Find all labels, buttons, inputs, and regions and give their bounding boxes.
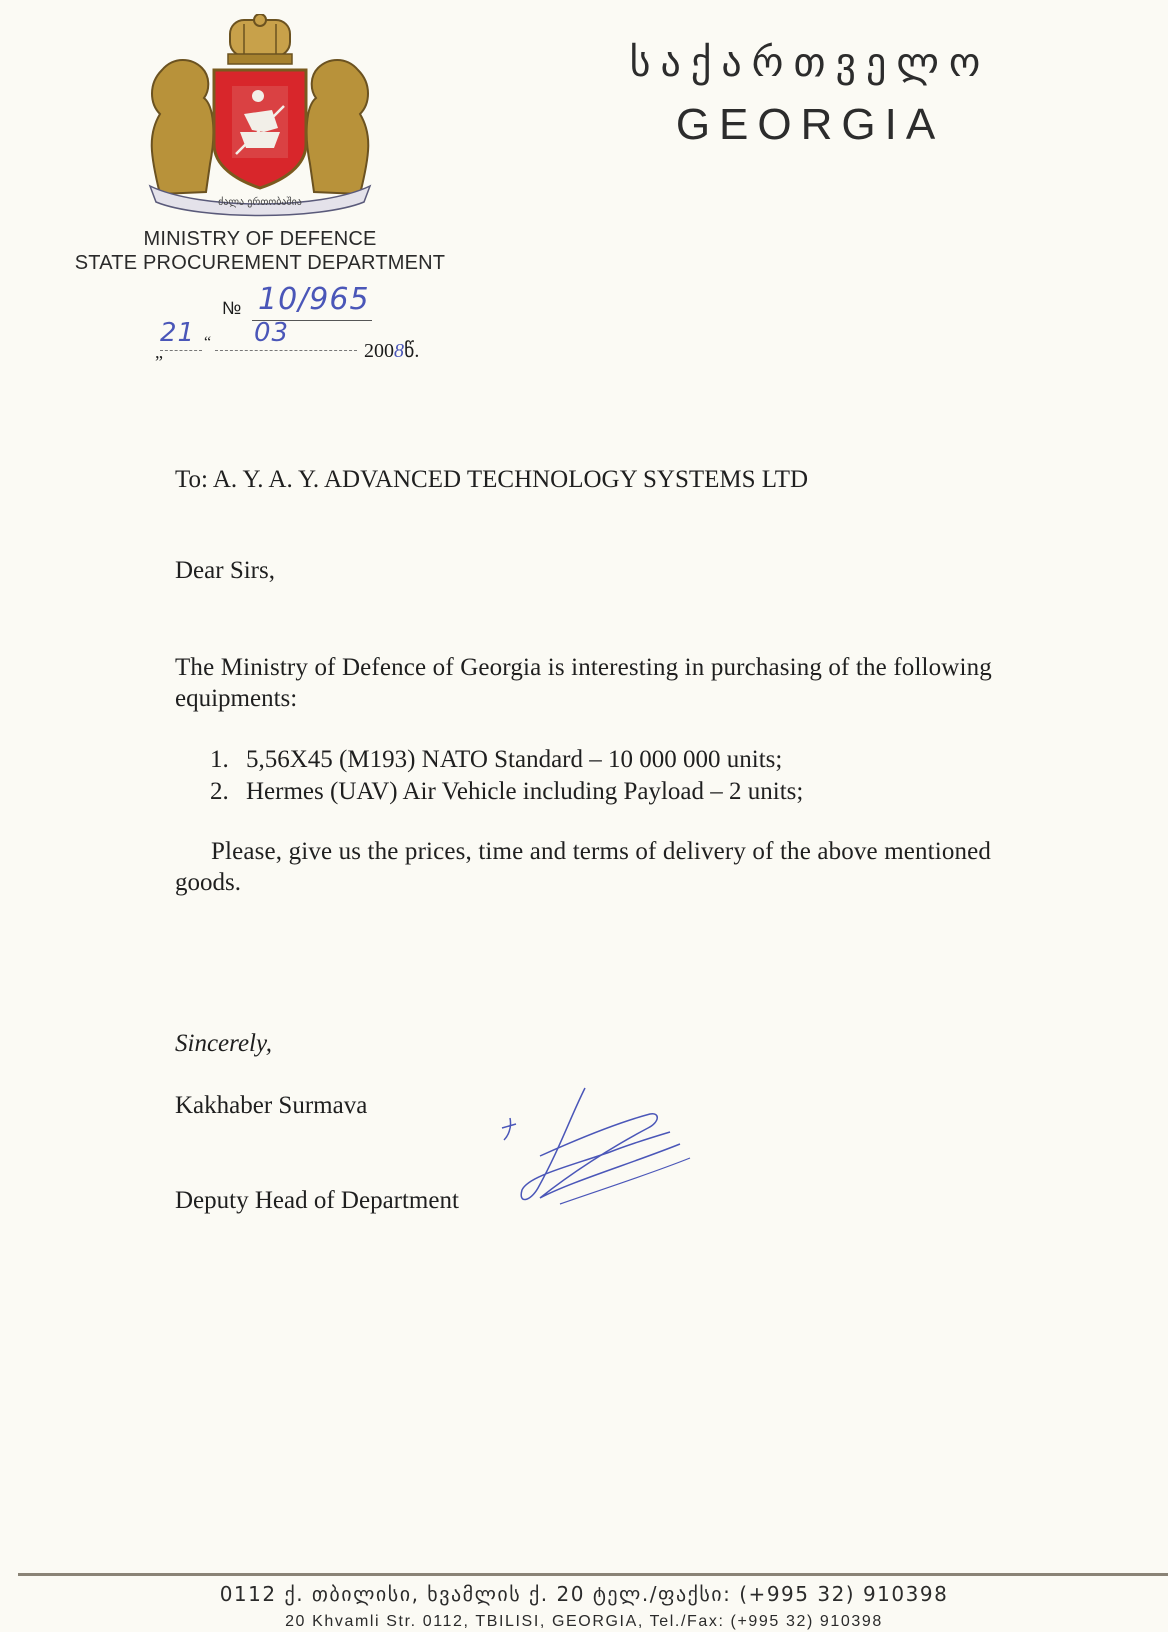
handwritten-signature	[500, 1078, 700, 1218]
signer-name: Kakhaber Surmava	[175, 1092, 368, 1119]
reference-number-label: №	[222, 298, 242, 318]
shield-icon	[214, 70, 306, 188]
date-year-mark: წ.	[404, 340, 420, 362]
country-name-english: GEORGIA	[675, 100, 945, 149]
date-day-line	[160, 350, 202, 351]
date-quote-open: „	[155, 342, 163, 362]
signer-title: Deputy Head of Department	[175, 1187, 459, 1214]
motto-text: ძალა ერთობაშია	[218, 197, 302, 208]
footer-divider	[18, 1573, 1168, 1576]
footer-address-georgian: 0112 ქ. თბილისი, ხვამლის ქ. 20 ტელ./ფაქსი: (+995 32) 910398	[219, 1582, 949, 1606]
date-year-prefix: 200	[364, 340, 394, 362]
salutation: Dear Sirs,	[175, 557, 275, 584]
closing: Sincerely,	[175, 1030, 272, 1057]
intro-line-2: equipments:	[175, 685, 298, 712]
list-item: 2. Hermes (UAV) Air Vehicle including Payload – 2 units;	[210, 778, 804, 805]
equipment-list	[210, 744, 1090, 808]
date-year	[364, 338, 419, 363]
request-paragraph	[175, 836, 1095, 898]
country-name-georgian: საქართველო	[629, 40, 991, 86]
date-month-line	[215, 350, 357, 351]
reference-number-value: 10/965	[258, 282, 370, 317]
crown-icon	[228, 14, 292, 64]
request-line-1: Please, give us the prices, time and terms of delivery of the above mentioned	[211, 838, 992, 865]
intro-line-1: The Ministry of Defence of Georgia is interesting in purchasing of the following	[175, 654, 992, 681]
date-day: 21	[160, 318, 196, 348]
intro-paragraph	[175, 652, 1095, 714]
footer-address-english: 20 Khvamli Str. 0112, TBILISI, GEORGIA, Tel./Fax: (+995 32) 910398	[285, 1613, 883, 1630]
date-quote-close: “	[204, 334, 212, 351]
department-name: STATE PROCUREMENT DEPARTMENT	[74, 252, 446, 274]
date-year-handwritten: 8	[394, 340, 404, 362]
ministry-name: MINISTRY OF DEFENCE	[143, 228, 377, 250]
list-item: 1. 5,56X45 (M193) NATO Standard – 10 000 000 units;	[210, 746, 783, 773]
request-line-2: goods.	[175, 869, 241, 896]
recipient-line: To: A. Y. A. Y. ADVANCED TECHNOLOGY SYSTEMS LTD	[175, 466, 809, 493]
lion-right-icon	[307, 60, 369, 194]
coat-of-arms-emblem	[140, 14, 380, 220]
date-month: 03	[254, 318, 290, 348]
lion-left-icon	[152, 60, 214, 194]
